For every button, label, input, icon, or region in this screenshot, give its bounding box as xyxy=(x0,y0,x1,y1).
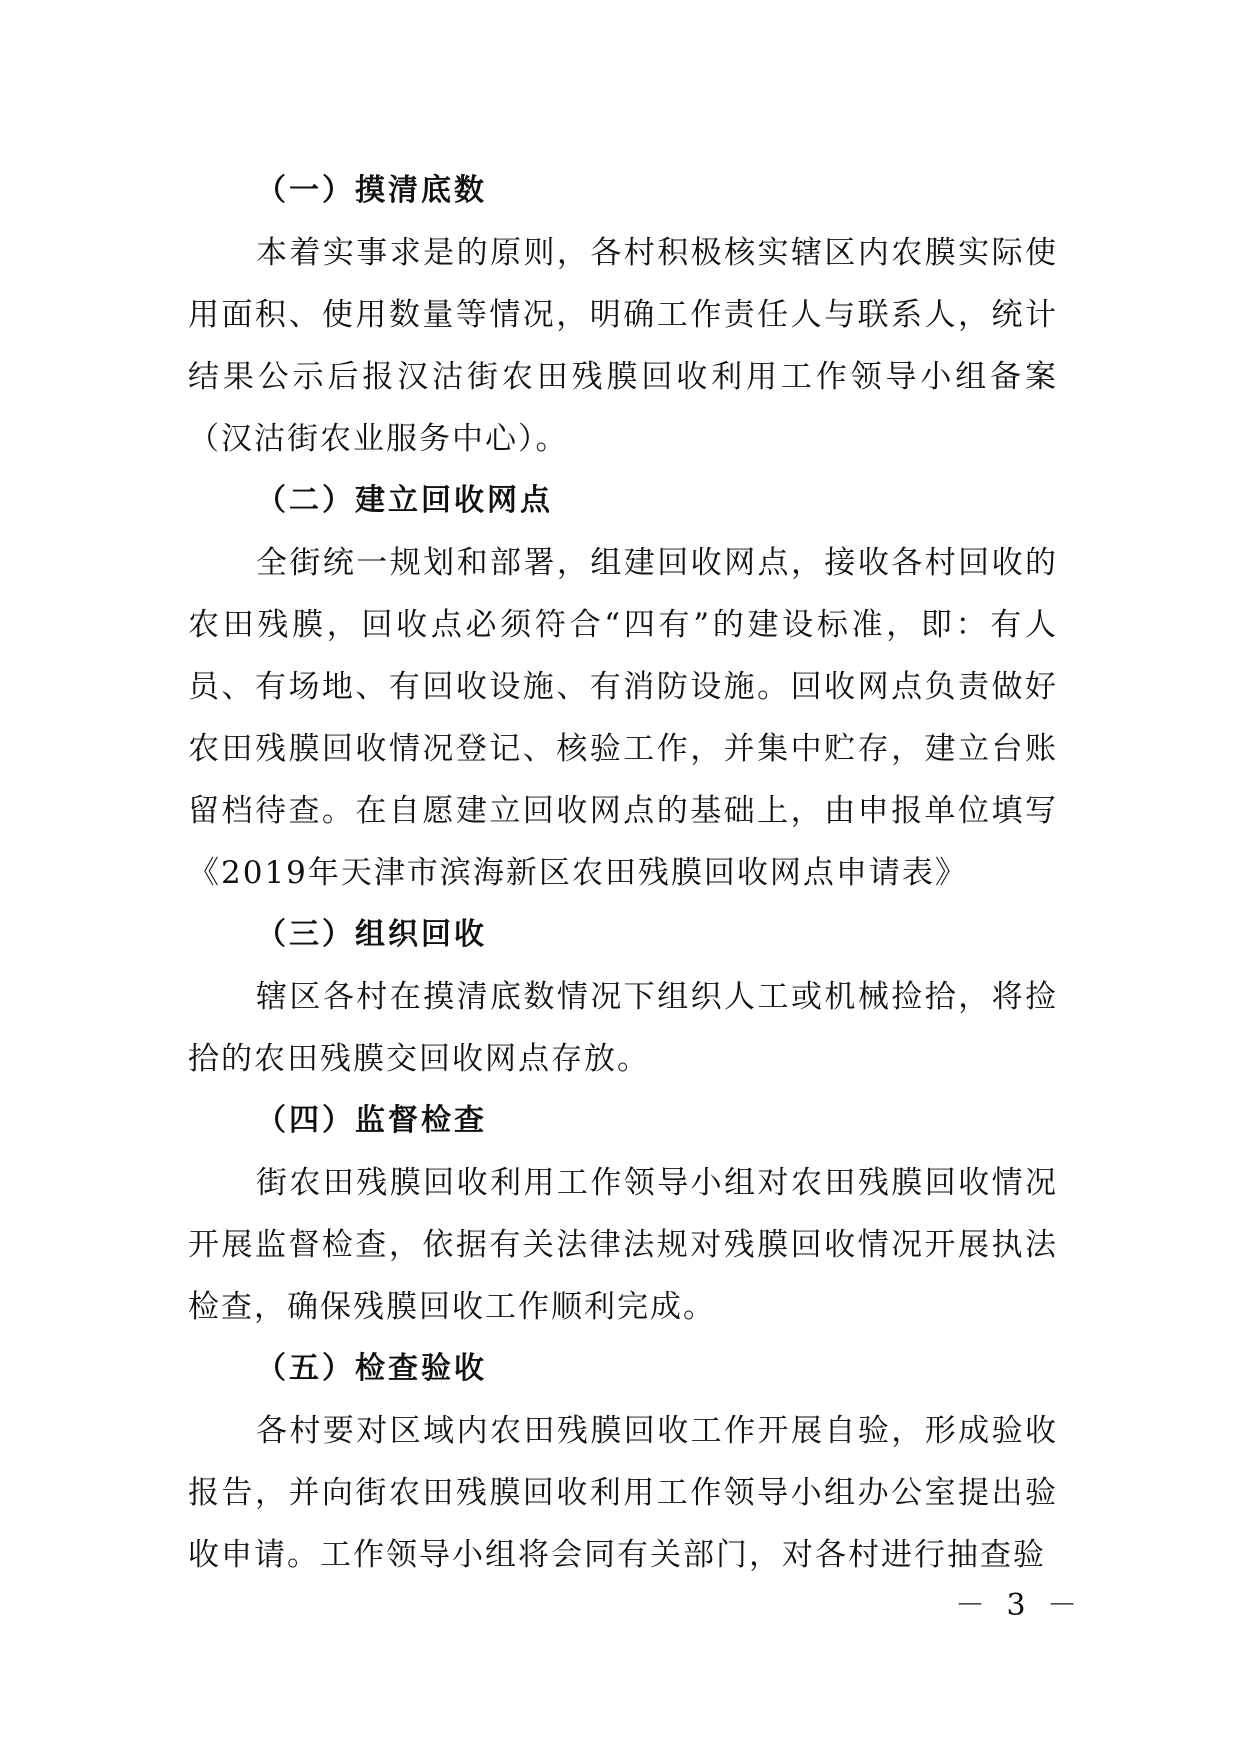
section-heading-4: （四）监督检查 xyxy=(256,1103,487,1138)
section-paragraph-1: 本着实事求是的原则，各村积极核实辖区内农膜实际使用面积、使用数量等情况，明确工作责任人与联系人，统计结果公示后报汉沽街农田残膜回收利用工作领导小组备案（汉沽街农业服务中心）。 xyxy=(188,235,1058,457)
document-body xyxy=(188,160,1058,1586)
section-heading-2: （二）建立回收网点 xyxy=(256,483,553,518)
page-number: － 3 － xyxy=(955,1588,1084,1623)
section-heading-5: （五）检查验收 xyxy=(256,1351,487,1386)
section-paragraph-4: 街农田残膜回收利用工作领导小组对农田残膜回收情况开展监督检查，依据有关法律法规对残膜回收情况开展执法检查，确保残膜回收工作顺利完成。 xyxy=(188,1165,1058,1325)
section-heading-1: （一）摸清底数 xyxy=(256,173,487,208)
section-paragraph-5: 各村要对区域内农田残膜回收工作开展自验，形成验收报告，并向街农田残膜回收利用工作领导小组办公室提出验收申请。工作领导小组将会同有关部门，对各村进行抽查验 xyxy=(188,1413,1058,1573)
section-heading-3: （三）组织回收 xyxy=(256,917,487,952)
section-paragraph-2: 全街统一规划和部署，组建回收网点，接收各村回收的农田残膜，回收点必须符合“四有”的建设标准，即：有人员、有场地、有回收设施、有消防设施。回收网点负责做好农田残膜回收情况登记、核验工作，并集中贮存，建立台账留档待查。在自愿建立回收网点的基础上，由申报单位填写《2019年天津市滨海新区农田残膜回收网点申请表》 xyxy=(188,545,1058,891)
section-paragraph-3: 辖区各村在摸清底数情况下组织人工或机械捡拾，将捡拾的农田残膜交回收网点存放。 xyxy=(188,979,1058,1077)
